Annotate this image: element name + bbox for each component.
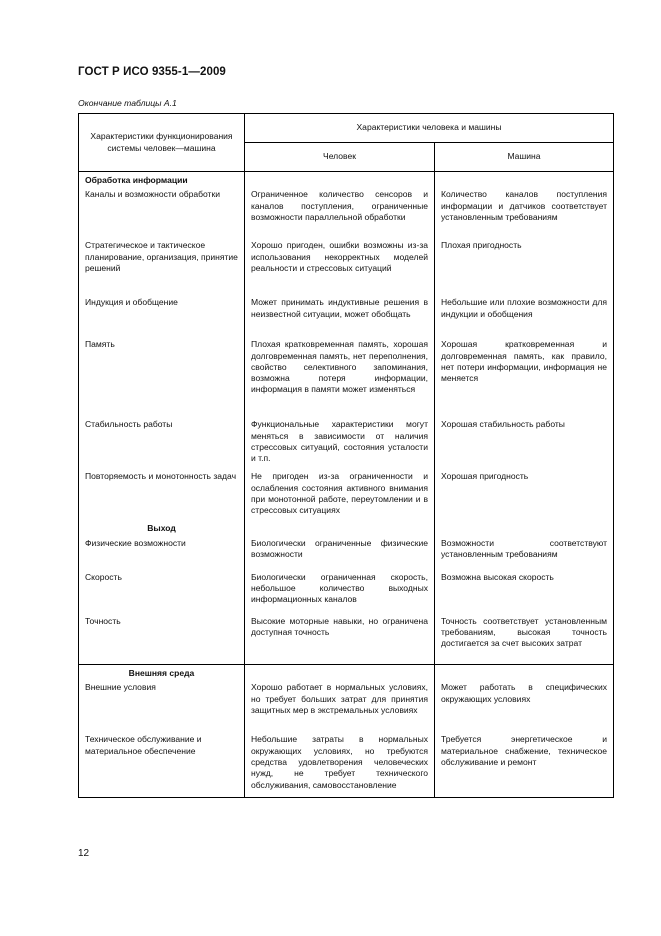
human-cell: Небольшие затраты в нормальных окружающих условиях, но требуются средства удовлетворения человеческих нужд, не требует технического обслуживания, самовосстановление bbox=[245, 731, 435, 797]
human-cell: Ограниченное количество сенсоров и каналов поступления, ограниченные возможности параллельной обработки bbox=[245, 186, 435, 237]
machine-cell: Хорошая пригодность bbox=[435, 468, 614, 520]
feature-cell: Повторяемость и монотонность задач bbox=[79, 468, 245, 520]
table-caption: Окончание таблицы А.1 bbox=[78, 98, 177, 108]
feature-cell: Точность bbox=[79, 613, 245, 665]
section-row bbox=[79, 172, 614, 187]
human-cell: Плохая кратковременная память, хорошая долговременная память, нет переполнения, свойство селективного запоминания, возможна потеря информации, информация в памяти может изменяться bbox=[245, 336, 435, 416]
document-title: ГОСТ Р ИСО 9355-1—2009 bbox=[78, 66, 226, 78]
machine-cell: Плохая пригодность bbox=[435, 237, 614, 294]
feature-cell: Память bbox=[79, 336, 245, 416]
table-row bbox=[79, 336, 614, 416]
feature-cell: Стабильность работы bbox=[79, 416, 245, 468]
machine-cell: Небольшие или плохие возможности для индукции и обобщения bbox=[435, 294, 614, 336]
table-row bbox=[79, 237, 614, 294]
section-row bbox=[79, 665, 614, 680]
table-row bbox=[79, 468, 614, 520]
table-row bbox=[79, 613, 614, 665]
table-row bbox=[79, 186, 614, 237]
human-cell: Высокие моторные навыки, но ограничена доступная точность bbox=[245, 613, 435, 665]
header-function-characteristics: Характеристики функционирования системы человек—машина bbox=[79, 114, 245, 172]
section-title-environment: Внешняя среда bbox=[79, 665, 245, 680]
human-cell: Биологически ограниченные физические возможности bbox=[245, 535, 435, 569]
machine-cell: Может работать в специфических окружающих условиях bbox=[435, 679, 614, 731]
table-row bbox=[79, 731, 614, 797]
human-cell: Функциональные характеристики могут меняться в зависимости от наличия стрессовых ситуаций, состояния усталости и т.п. bbox=[245, 416, 435, 468]
machine-cell: Возможности соответствуют установленным требованиям bbox=[435, 535, 614, 569]
machine-cell: Требуется энергетическое и материальное снабжение, техническое обслуживание и ремонт bbox=[435, 731, 614, 797]
human-cell: Может принимать индуктивные решения в неизвестной ситуации, может обобщать bbox=[245, 294, 435, 336]
table-row bbox=[79, 679, 614, 731]
feature-cell: Техническое обслуживание и материальное обеспечение bbox=[79, 731, 245, 797]
machine-cell: Хорошая кратковременная и долговременная память, как правило, нет потери информации, информация не меняется bbox=[435, 336, 614, 416]
machine-cell: Количество каналов поступления информации и датчиков соответствует установленным требованиям bbox=[435, 186, 614, 237]
feature-cell: Стратегическое и тактическое планирование, организация, принятие решений bbox=[79, 237, 245, 294]
machine-cell: Точность соответствует установленным требованиям, высокая точность достигается за счет высоких затрат bbox=[435, 613, 614, 665]
table-row bbox=[79, 569, 614, 613]
table-row bbox=[79, 416, 614, 468]
feature-cell: Внешние условия bbox=[79, 679, 245, 731]
feature-cell: Физические возможности bbox=[79, 535, 245, 569]
header-human: Человек bbox=[245, 143, 435, 172]
section-title-information-processing: Обработка информации bbox=[79, 172, 245, 187]
human-cell: Биологически ограниченная скорость, небольшое количество выходных информационных каналов bbox=[245, 569, 435, 613]
comparison-table bbox=[78, 113, 614, 798]
feature-cell: Скорость bbox=[79, 569, 245, 613]
human-cell: Не пригоден из-за ограниченности и ослабления состояния активного внимания при монотонной работе, переутомлении и в стрессовых ситуациях bbox=[245, 468, 435, 520]
machine-cell: Хорошая стабильность работы bbox=[435, 416, 614, 468]
table-row bbox=[79, 294, 614, 336]
table-row bbox=[79, 535, 614, 569]
section-row bbox=[79, 520, 614, 534]
human-cell: Хорошо пригоден, ошибки возможны из-за использования некорректных моделей реальности и стрессовых ситуаций bbox=[245, 237, 435, 294]
feature-cell: Каналы и возможности обработки bbox=[79, 186, 245, 237]
section-title-output: Выход bbox=[79, 520, 245, 534]
human-cell: Хорошо работает в нормальных условиях, но требует больших затрат для принятия защитных мер в экстремальных условиях bbox=[245, 679, 435, 731]
feature-cell: Индукция и обобщение bbox=[79, 294, 245, 336]
header-human-machine-characteristics: Характеристики человека и машины bbox=[245, 114, 614, 143]
machine-cell: Возможна высокая скорость bbox=[435, 569, 614, 613]
page-number: 12 bbox=[78, 848, 90, 859]
header-machine: Машина bbox=[435, 143, 614, 172]
